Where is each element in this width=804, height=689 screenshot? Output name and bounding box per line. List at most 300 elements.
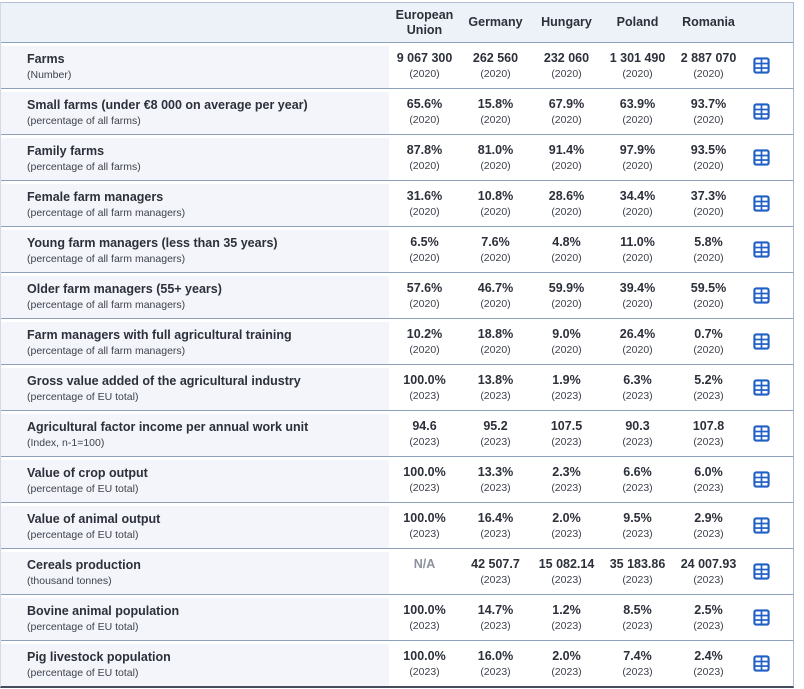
row-title: Small farms (under €8 000 on average per year) [27, 98, 308, 112]
cell-year: (2023) [409, 665, 440, 678]
value-cell [460, 365, 531, 410]
value-cell [460, 43, 531, 88]
value-cell [602, 89, 673, 134]
cell-value: 100.0% [403, 510, 446, 525]
table-row [1, 548, 793, 594]
row-subtitle: (percentage of EU total) [27, 667, 139, 679]
value-cell [389, 89, 460, 134]
table-icon [753, 195, 770, 212]
column-header: Romania [682, 15, 735, 30]
cell-value: 24 007.93 [680, 556, 737, 571]
value-cell [602, 549, 673, 594]
value-cell [389, 227, 460, 272]
cell-year: (2023) [693, 619, 724, 632]
value-cell [531, 365, 602, 410]
row-icon-cell [744, 641, 793, 686]
cell-year: (2023) [480, 573, 511, 586]
cell-value: 5.2% [694, 372, 723, 387]
cell-year: (2023) [551, 573, 582, 586]
value-cell [460, 503, 531, 548]
value-cell [531, 43, 602, 88]
cell-year: (2020) [551, 113, 582, 126]
table-icon [753, 655, 770, 672]
cell-year: (2023) [480, 389, 511, 402]
row-icon-cell [744, 43, 793, 88]
row-icon-cell [744, 411, 793, 456]
column-header: European Union [395, 8, 454, 37]
row-label-cell [1, 230, 389, 272]
value-cell [460, 549, 531, 594]
cell-value: 1.2% [552, 602, 581, 617]
value-cell [673, 181, 744, 226]
value-cell [460, 273, 531, 318]
open-data-table-button[interactable] [753, 609, 770, 626]
cell-year: (2020) [693, 297, 724, 310]
column-header: Hungary [541, 15, 592, 30]
cell-year: (2020) [551, 205, 582, 218]
cell-value: 2 887 070 [680, 50, 737, 65]
cell-value: 39.4% [619, 280, 656, 295]
cell-year: (2023) [693, 389, 724, 402]
row-subtitle: (percentage of all farm managers) [27, 207, 186, 219]
cell-value: 35 183.86 [609, 556, 666, 571]
table-icon [753, 149, 770, 166]
value-cell [460, 595, 531, 640]
cell-value: 100.0% [403, 372, 446, 387]
cell-value: 9.0% [552, 326, 581, 341]
value-cell [389, 135, 460, 180]
cell-value: 10.8% [477, 188, 514, 203]
row-subtitle: (percentage of all farm managers) [27, 299, 186, 311]
cell-year: (2020) [622, 343, 653, 356]
cell-year: (2020) [480, 159, 511, 172]
value-cell [531, 135, 602, 180]
cell-value: 28.6% [548, 188, 585, 203]
cell-year: (2023) [409, 435, 440, 448]
country-statistics-table [0, 2, 794, 688]
cell-value: 16.0% [477, 648, 514, 663]
value-cell [460, 641, 531, 686]
table-row [1, 226, 793, 272]
table-row [1, 272, 793, 318]
cell-value: 34.4% [619, 188, 656, 203]
value-cell [602, 365, 673, 410]
cell-year: (2020) [622, 251, 653, 264]
cell-year: (2020) [409, 159, 440, 172]
cell-year: (2023) [622, 619, 653, 632]
cell-value: 14.7% [477, 602, 514, 617]
cell-value: 2.9% [694, 510, 723, 525]
cell-year: (2023) [551, 481, 582, 494]
cell-year: (2023) [551, 665, 582, 678]
cell-value: 67.9% [548, 96, 585, 111]
cell-year: (2023) [622, 573, 653, 586]
cell-year: (2020) [693, 251, 724, 264]
row-title: Bovine animal population [27, 604, 180, 618]
cell-year: (2020) [693, 205, 724, 218]
cell-year: (2020) [551, 67, 582, 80]
value-cell [673, 595, 744, 640]
row-subtitle: (percentage of EU total) [27, 391, 139, 403]
row-subtitle: (percentage of EU total) [27, 621, 139, 633]
table-icon [753, 103, 770, 120]
value-cell [389, 549, 460, 594]
cell-value: 42 507.7 [471, 556, 520, 571]
row-title: Pig livestock population [27, 650, 171, 664]
cell-value: 1.9% [552, 372, 581, 387]
cell-value: 10.2% [406, 326, 443, 341]
row-icon-cell [744, 135, 793, 180]
value-cell [389, 319, 460, 364]
cell-year: (2023) [551, 389, 582, 402]
open-data-table-button[interactable] [753, 379, 770, 396]
cell-year: (2020) [693, 343, 724, 356]
table-icon [753, 241, 770, 258]
column-header: Poland [616, 15, 659, 30]
value-cell [531, 595, 602, 640]
cell-year: (2020) [693, 113, 724, 126]
cell-value: 11.0% [620, 234, 655, 249]
table-row [1, 594, 793, 640]
table-icon [753, 333, 770, 350]
row-icon-cell [744, 365, 793, 410]
value-cell [460, 319, 531, 364]
cell-year: (2020) [409, 343, 440, 356]
cell-year: (2023) [622, 527, 653, 540]
cell-value: 6.3% [623, 372, 652, 387]
table-icon [753, 379, 770, 396]
cell-value: 26.4% [619, 326, 656, 341]
cell-value: 9.5% [623, 510, 652, 525]
cell-value: 97.9% [619, 142, 656, 157]
cell-year: (2020) [409, 113, 440, 126]
row-title: Older farm managers (55+ years) [27, 282, 222, 296]
table-row [1, 134, 793, 180]
cell-value: 93.7% [690, 96, 727, 111]
cell-value: 59.5% [690, 280, 727, 295]
value-cell [673, 641, 744, 686]
cell-year: (2023) [551, 435, 582, 448]
cell-year: (2023) [622, 481, 653, 494]
table-icon [753, 425, 770, 442]
row-icon-cell [744, 89, 793, 134]
row-label-cell [1, 138, 389, 180]
table-icon [753, 609, 770, 626]
value-cell [531, 503, 602, 548]
cell-value: 5.8% [694, 234, 723, 249]
row-icon-cell [744, 457, 793, 502]
row-icon-cell [744, 595, 793, 640]
cell-value: 31.6% [406, 188, 443, 203]
row-label-cell [1, 92, 389, 134]
row-icon-cell [744, 273, 793, 318]
value-cell [531, 549, 602, 594]
cell-year: (2020) [622, 113, 653, 126]
value-cell [460, 181, 531, 226]
cell-value: 232 060 [543, 50, 590, 65]
row-subtitle: (percentage of all farms) [27, 161, 141, 173]
cell-value: 81.0% [477, 142, 514, 157]
value-cell [460, 457, 531, 502]
table-header-row [1, 3, 793, 42]
value-cell [531, 227, 602, 272]
cell-value: 37.3% [690, 188, 727, 203]
cell-value: 7.6% [481, 234, 510, 249]
cell-year: (2020) [551, 159, 582, 172]
cell-year: (2023) [480, 619, 511, 632]
table-row [1, 42, 793, 88]
cell-value: 13.8% [477, 372, 514, 387]
open-data-table-button[interactable] [753, 655, 770, 672]
table-row [1, 318, 793, 364]
row-title: Farm managers with full agricultural training [27, 328, 292, 342]
value-cell [460, 227, 531, 272]
cell-year: (2023) [551, 619, 582, 632]
cell-value: 107.8 [692, 418, 725, 433]
cell-year: (2020) [480, 343, 511, 356]
table-row [1, 410, 793, 456]
table-body [1, 42, 793, 686]
open-data-table-button[interactable] [753, 517, 770, 534]
value-cell [389, 595, 460, 640]
value-cell [389, 641, 460, 686]
row-label-cell [1, 322, 389, 364]
cell-year: (2020) [551, 343, 582, 356]
cell-year: (2023) [480, 527, 511, 540]
value-cell [673, 411, 744, 456]
value-cell [673, 89, 744, 134]
value-cell [673, 135, 744, 180]
row-subtitle: (Index, n-1=100) [27, 437, 105, 449]
open-data-table-button[interactable] [753, 57, 770, 74]
row-icon-cell [744, 227, 793, 272]
cell-year: (2023) [622, 665, 653, 678]
cell-value: 107.5 [550, 418, 583, 433]
cell-year: (2020) [622, 159, 653, 172]
cell-year: (2023) [622, 389, 653, 402]
value-cell [389, 411, 460, 456]
table-icon [753, 563, 770, 580]
value-cell [673, 273, 744, 318]
value-cell [602, 641, 673, 686]
value-cell [602, 273, 673, 318]
value-cell [602, 457, 673, 502]
cell-value: 57.6% [406, 280, 443, 295]
open-data-table-button[interactable] [753, 287, 770, 304]
value-cell [602, 43, 673, 88]
cell-year: (2023) [693, 665, 724, 678]
cell-year: (2020) [551, 251, 582, 264]
row-icon-cell [744, 503, 793, 548]
value-cell [460, 135, 531, 180]
table-row [1, 456, 793, 502]
row-label-cell [1, 460, 389, 502]
cell-value: 9 067 300 [396, 50, 453, 65]
open-data-table-button[interactable] [753, 563, 770, 580]
cell-year: (2023) [693, 527, 724, 540]
row-title: Value of animal output [27, 512, 161, 526]
row-icon-cell [744, 319, 793, 364]
cell-year: (2023) [409, 619, 440, 632]
cell-value: 13.3% [477, 464, 514, 479]
value-cell [673, 503, 744, 548]
value-cell [531, 319, 602, 364]
cell-year: (2023) [622, 435, 653, 448]
cell-value: 262 560 [472, 50, 519, 65]
cell-year: (2020) [480, 205, 511, 218]
row-label-cell [1, 46, 389, 88]
cell-value: N/A [413, 556, 436, 571]
open-data-table-button[interactable] [753, 471, 770, 488]
row-label-cell [1, 368, 389, 410]
cell-year: (2023) [480, 435, 511, 448]
value-cell [602, 227, 673, 272]
cell-value: 91.4% [548, 142, 585, 157]
row-label-cell [1, 506, 389, 548]
row-label-cell [1, 552, 389, 594]
cell-year: (2020) [622, 205, 653, 218]
cell-value: 65.6% [406, 96, 443, 111]
cell-value: 2.5% [694, 602, 723, 617]
value-cell [389, 181, 460, 226]
row-label-cell [1, 598, 389, 640]
row-subtitle: (percentage of EU total) [27, 483, 139, 495]
cell-year: (2020) [409, 205, 440, 218]
value-cell [531, 641, 602, 686]
cell-value: 7.4% [623, 648, 652, 663]
cell-value: 4.8% [552, 234, 581, 249]
cell-year: (2020) [622, 67, 653, 80]
row-title: Family farms [27, 144, 105, 158]
open-data-table-button[interactable] [753, 333, 770, 350]
value-cell [602, 411, 673, 456]
cell-value: 46.7% [477, 280, 514, 295]
cell-year: (2020) [693, 67, 724, 80]
cell-value: 6.0% [694, 464, 723, 479]
cell-year: (2023) [693, 573, 724, 586]
value-cell [602, 135, 673, 180]
cell-value: 93.5% [690, 142, 727, 157]
value-cell [673, 227, 744, 272]
cell-year: (2020) [409, 251, 440, 264]
table-icon [753, 57, 770, 74]
cell-value: 0.7% [694, 326, 723, 341]
row-label-cell [1, 414, 389, 456]
value-cell [531, 273, 602, 318]
value-cell [460, 411, 531, 456]
value-cell [673, 365, 744, 410]
cell-value: 2.0% [552, 648, 581, 663]
row-icon-cell [744, 181, 793, 226]
row-title: Young farm managers (less than 35 years) [27, 236, 278, 250]
row-title: Cereals production [27, 558, 141, 572]
cell-value: 16.4% [477, 510, 514, 525]
cell-year: (2020) [551, 297, 582, 310]
table-row [1, 88, 793, 134]
open-data-table-button[interactable] [753, 241, 770, 258]
row-subtitle: (thousand tonnes) [27, 575, 112, 587]
value-cell [389, 457, 460, 502]
cell-value: 100.0% [403, 648, 446, 663]
cell-value: 6.5% [410, 234, 439, 249]
table-icon [753, 517, 770, 534]
value-cell [673, 549, 744, 594]
cell-value: 1 301 490 [609, 50, 666, 65]
open-data-table-button[interactable] [753, 425, 770, 442]
cell-year: (2020) [409, 67, 440, 80]
cell-value: 87.8% [406, 142, 443, 157]
cell-year: (2020) [480, 113, 511, 126]
value-cell [602, 319, 673, 364]
open-data-table-button[interactable] [753, 195, 770, 212]
value-cell [531, 411, 602, 456]
cell-year: (2023) [693, 435, 724, 448]
table-row [1, 180, 793, 226]
cell-value: 6.6% [623, 464, 652, 479]
row-subtitle: (Number) [27, 69, 72, 81]
value-cell [602, 503, 673, 548]
cell-year: (2023) [551, 527, 582, 540]
open-data-table-button[interactable] [753, 103, 770, 120]
row-subtitle: (percentage of all farm managers) [27, 345, 186, 357]
cell-value: 95.2 [483, 418, 508, 433]
cell-year: (2020) [409, 297, 440, 310]
cell-value: 94.6 [412, 418, 437, 433]
cell-value: 15.8% [477, 96, 514, 111]
cell-year: (2023) [693, 481, 724, 494]
row-icon-cell [744, 549, 793, 594]
row-label-cell [1, 644, 389, 686]
row-label-cell [1, 184, 389, 226]
cell-value: 2.3% [552, 464, 581, 479]
row-subtitle: (percentage of all farm managers) [27, 253, 186, 265]
row-title: Farms [27, 52, 65, 66]
value-cell [389, 273, 460, 318]
cell-year: (2020) [480, 67, 511, 80]
open-data-table-button[interactable] [753, 149, 770, 166]
table-icon [753, 471, 770, 488]
cell-year: (2020) [693, 159, 724, 172]
cell-value: 15 082.14 [538, 556, 595, 571]
cell-year: (2023) [480, 481, 511, 494]
row-title: Agricultural factor income per annual work unit [27, 420, 309, 434]
cell-year: (2020) [480, 297, 511, 310]
cell-value: 59.9% [548, 280, 585, 295]
cell-value: 2.4% [694, 648, 723, 663]
row-label-cell [1, 276, 389, 318]
table-icon [753, 287, 770, 304]
cell-value: 18.8% [477, 326, 514, 341]
value-cell [531, 181, 602, 226]
column-header: Germany [468, 15, 523, 30]
value-cell [389, 365, 460, 410]
value-cell [389, 503, 460, 548]
cell-value: 8.5% [623, 602, 652, 617]
cell-year: (2023) [480, 665, 511, 678]
cell-year: (2023) [409, 389, 440, 402]
table-row [1, 364, 793, 410]
value-cell [673, 43, 744, 88]
cell-value: 100.0% [403, 464, 446, 479]
value-cell [673, 319, 744, 364]
value-cell [602, 181, 673, 226]
row-subtitle: (percentage of EU total) [27, 529, 139, 541]
cell-value: 90.3 [625, 418, 650, 433]
value-cell [602, 595, 673, 640]
row-title: Female farm managers [27, 190, 164, 204]
row-title: Value of crop output [27, 466, 148, 480]
table-row [1, 640, 793, 686]
